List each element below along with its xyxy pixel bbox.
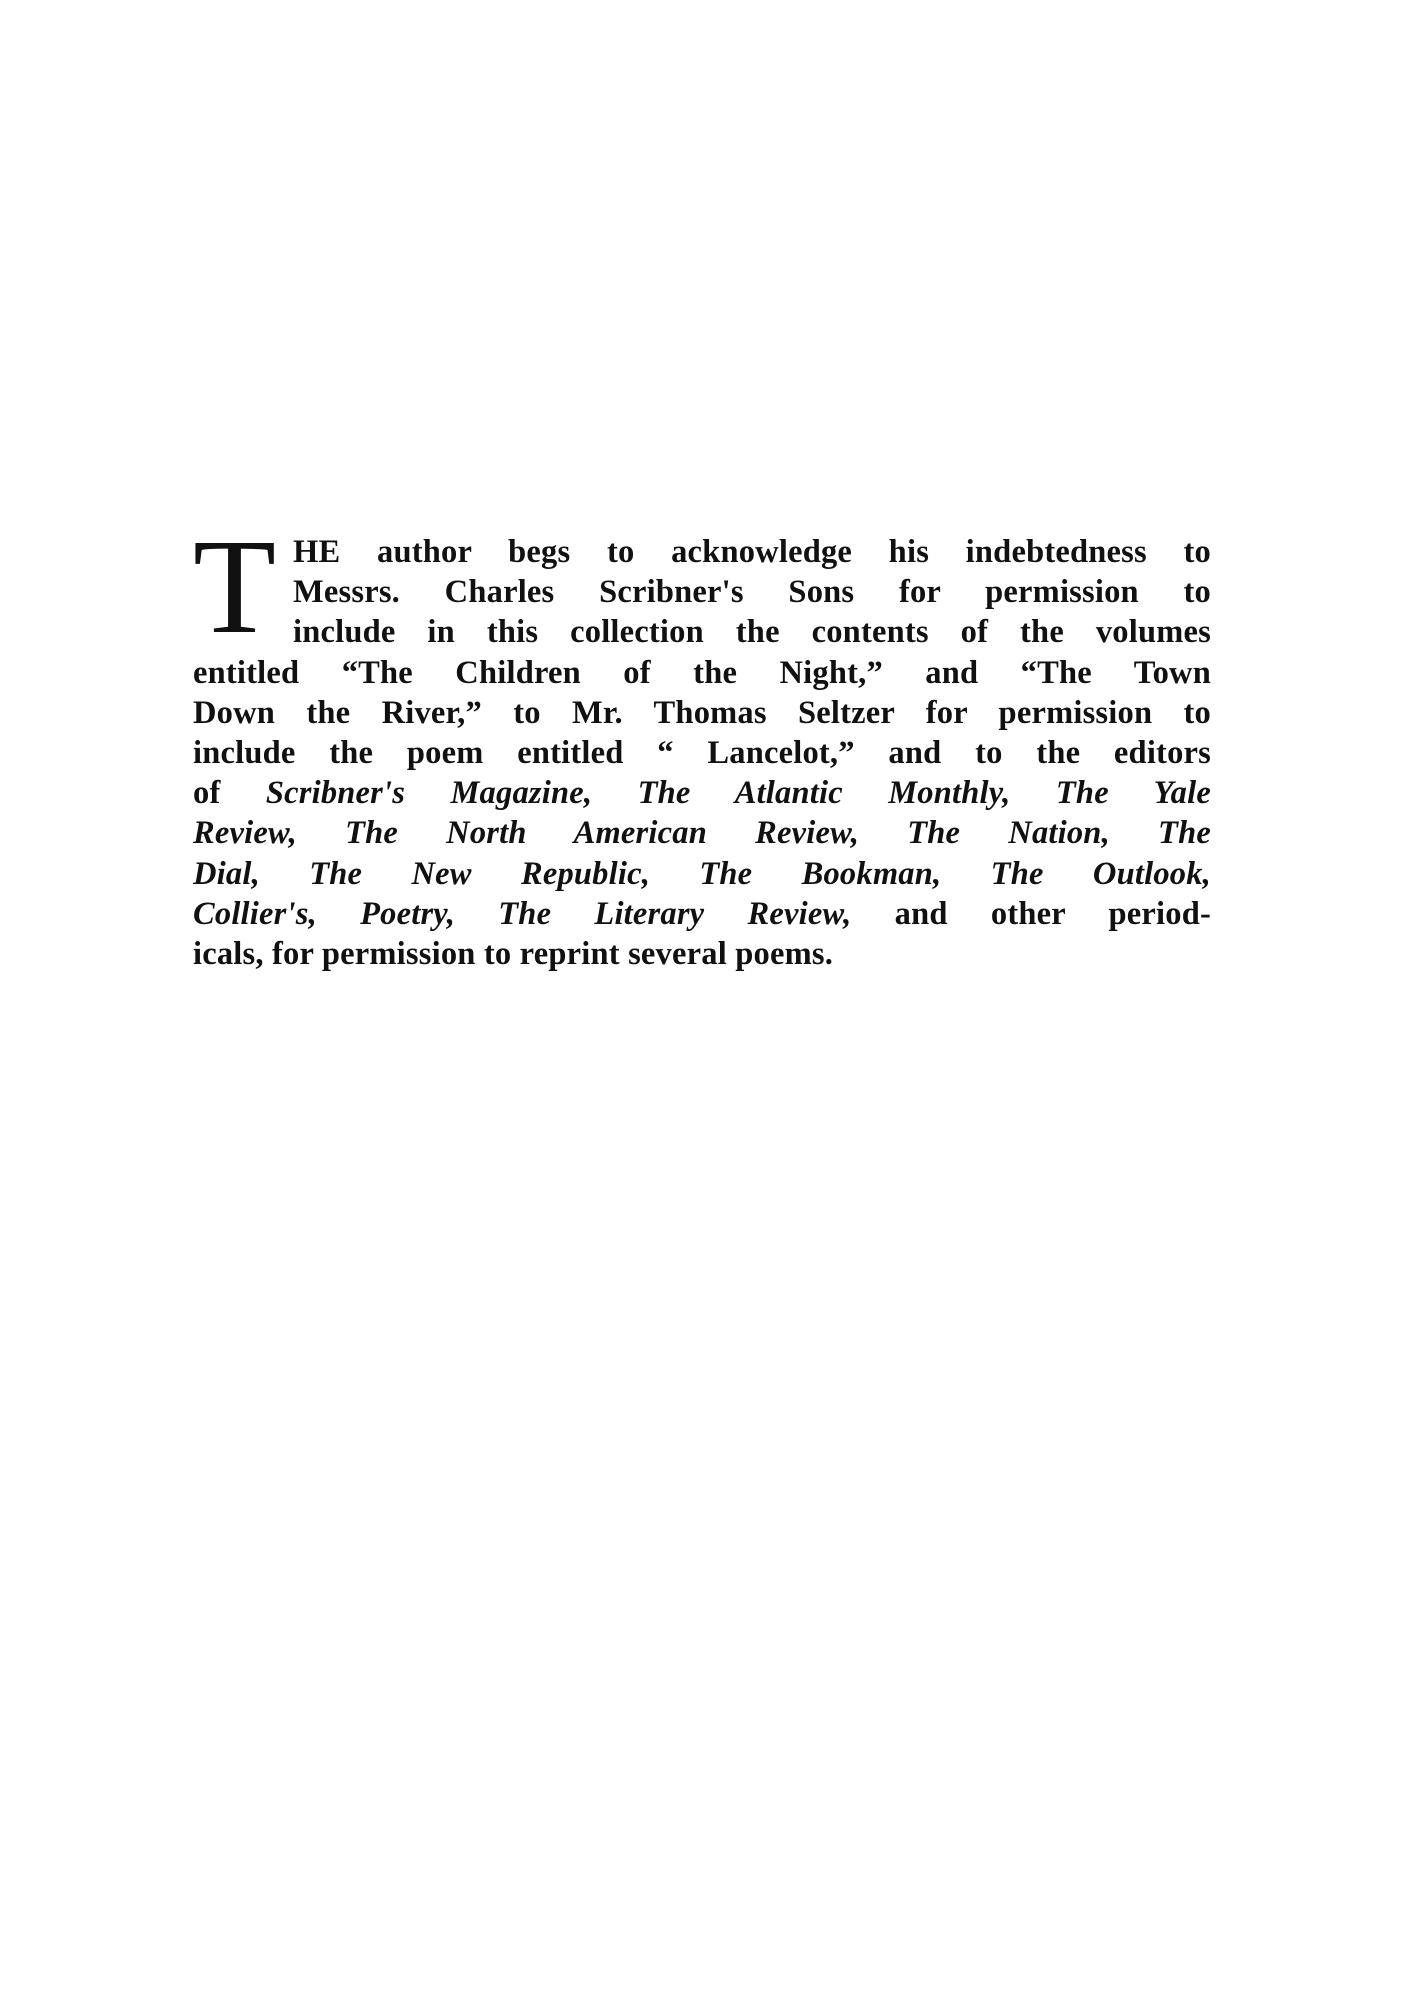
text-line-4: entitled “The Children of the Night,” and “The Town [193,654,1211,691]
text-line-9: Dial, The New Republic, The Bookman, The Outlook, [193,855,1211,892]
text-line-11: icals, for permission to reprint several poems. [193,936,834,973]
text-line-7 [193,773,1211,813]
text-line-7-prefix: of [193,775,266,812]
text-line-10-suffix: and other period- [851,895,1211,932]
text-line-1: HE author begs to acknowledge his indebtedness to [293,534,1211,570]
text-line-6: include the poem entitled “ Lancelot,” and to the editors [193,735,1211,772]
text-line-8: Review, The North American Review, The Nation, The [193,815,1211,852]
acknowledgment-paragraph [193,512,1211,974]
text-line-7-italic: Scribner's Magazine, The Atlantic Monthly, The Yale [265,775,1211,812]
text-line-10 [193,894,1211,934]
text-line-2: Messrs. Charles Scribner's Sons for permission to [293,574,1211,611]
text-line-3: include in this collection the contents of the volumes [293,614,1211,651]
text-line-10-italic: Collier's, Poetry, The Literary Review, [193,895,852,932]
drop-cap: T [193,512,277,662]
text-line-5: Down the River,” to Mr. Thomas Seltzer for permission to [193,694,1211,731]
